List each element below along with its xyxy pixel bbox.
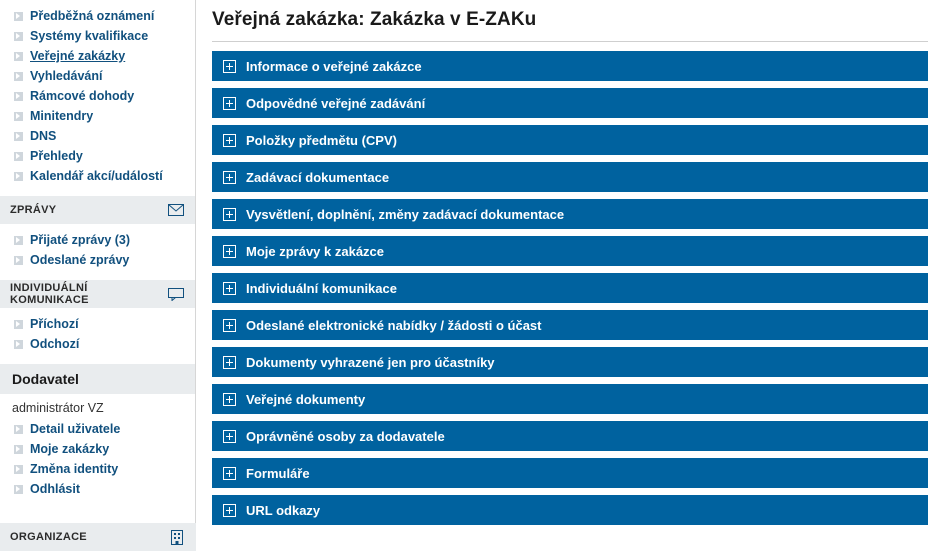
chevron-right-icon [14, 425, 23, 434]
expand-icon[interactable] [212, 88, 246, 118]
chevron-right-icon [14, 256, 23, 265]
sidebar-item-prehledy[interactable] [0, 146, 195, 166]
sidebar-item-label[interactable]: Přehledy [30, 149, 83, 163]
panel-informace-o-verejne-zakazce[interactable] [212, 51, 928, 81]
expand-icon[interactable] [212, 310, 246, 340]
sidebar-item-label[interactable]: Moje zakázky [30, 442, 110, 456]
expand-icon[interactable] [212, 273, 246, 303]
sidebar-item-label[interactable]: Rámcové dohody [30, 89, 135, 103]
sidebar-item-vyhledavani[interactable] [0, 66, 195, 86]
current-user-label: administrátor VZ [12, 401, 104, 415]
sidebar-item-odchozi[interactable] [0, 334, 195, 354]
panel-label: Formuláře [246, 465, 310, 481]
chevron-right-icon [14, 236, 23, 245]
panel-label: URL odkazy [246, 502, 321, 518]
sidebar-item-minitendry[interactable] [0, 106, 195, 126]
sidebar-item-label[interactable]: Odhlásit [30, 482, 81, 496]
panel-moje-zpravy-k-zakazce[interactable] [212, 236, 928, 266]
panel-vysvetleni-doplneni-zmeny[interactable] [212, 199, 928, 229]
panel-label: Vysvětlení, doplnění, změny zadávací dokumentace [246, 206, 565, 222]
panel-verejne-dokumenty[interactable] [212, 384, 928, 414]
chevron-right-icon [14, 465, 23, 474]
panel-odpovedne-verejne-zadavani[interactable] [212, 88, 928, 118]
sidebar-item-detail-uzivatele[interactable] [0, 419, 195, 439]
chevron-right-icon [14, 32, 23, 41]
panel-dokumenty-vyhrazene-pro-ucastniky[interactable] [212, 347, 928, 377]
sidebar-item-odeslane-zpravy[interactable] [0, 250, 195, 270]
chevron-right-icon [14, 485, 23, 494]
expand-icon[interactable] [212, 125, 246, 155]
sidebar-item-label[interactable]: DNS [30, 129, 57, 143]
chevron-right-icon [14, 172, 23, 181]
sidebar-item-systemy-kvalifikace[interactable] [0, 26, 195, 46]
panel-individualni-komunikace[interactable] [212, 273, 928, 303]
building-icon [168, 529, 186, 545]
sidebar-item-prijate-zpravy[interactable] [0, 230, 195, 250]
expand-icon[interactable] [212, 458, 246, 488]
panel-url-odkazy[interactable] [212, 495, 928, 525]
sidebar-item-verejne-zakazky[interactable] [0, 46, 195, 66]
sidebar-item-label[interactable]: Přijaté zprávy (3) [30, 233, 131, 247]
sidebar-item-label[interactable]: Předběžná oznámení [30, 9, 155, 23]
panel-odeslane-elektronicke-nabidky[interactable] [212, 310, 928, 340]
chevron-right-icon [14, 92, 23, 101]
panel-formulare[interactable] [212, 458, 928, 488]
sidebar-item-label[interactable]: Systémy kvalifikace [30, 29, 149, 43]
expand-icon[interactable] [212, 236, 246, 266]
sidebar [0, 0, 196, 551]
panel-label: Odpovědné veřejné zadávání [246, 95, 426, 111]
organization-section-title: ORGANIZACE [10, 531, 87, 543]
sidebar-item-odhlasit[interactable] [0, 479, 195, 499]
sidebar-item-kalendar-akci[interactable] [0, 166, 195, 186]
panel-opravnene-osoby-za-dodavatele[interactable] [212, 421, 928, 451]
envelope-icon [167, 202, 185, 218]
panel-label: Moje zprávy k zakázce [246, 243, 385, 259]
panel-label: Oprávněné osoby za dodavatele [246, 428, 445, 444]
sidebar-item-dns[interactable] [0, 126, 195, 146]
expand-icon[interactable] [212, 51, 246, 81]
chevron-right-icon [14, 12, 23, 21]
main-content [196, 0, 936, 551]
sidebar-item-label[interactable]: Odchozí [30, 337, 80, 351]
sidebar-item-label[interactable]: Příchozí [30, 317, 79, 331]
sidebar-item-label[interactable]: Změna identity [30, 462, 119, 476]
panel-label: Dokumenty vyhrazené jen pro účastníky [246, 354, 495, 370]
sidebar-item-moje-zakazky[interactable] [0, 439, 195, 459]
panel-polozky-predmetu-cpv[interactable] [212, 125, 928, 155]
panel-label: Položky předmětu (CPV) [246, 132, 397, 148]
communication-section-title: INDIVIDUÁLNÍ KOMUNIKACE [10, 282, 89, 306]
chevron-right-icon [14, 72, 23, 81]
panel-label: Informace o veřejné zakázce [246, 58, 422, 74]
messages-section-header [0, 196, 195, 224]
chevron-right-icon [14, 132, 23, 141]
sidebar-item-label[interactable]: Detail uživatele [30, 422, 121, 436]
chevron-right-icon [14, 112, 23, 121]
sidebar-item-label[interactable]: Kalendář akcí/událostí [30, 169, 163, 183]
messages-nav-list [0, 230, 195, 270]
panel-label: Individuální komunikace [246, 280, 397, 296]
expand-icon[interactable] [212, 384, 246, 414]
expand-icon[interactable] [212, 421, 246, 451]
title-divider [212, 41, 928, 42]
expand-icon[interactable] [212, 199, 246, 229]
chevron-right-icon [14, 152, 23, 161]
sidebar-item-label[interactable]: Minitendry [30, 109, 94, 123]
speech-bubble-icon [167, 286, 185, 302]
sidebar-item-ramcove-dohody[interactable] [0, 86, 195, 106]
chevron-right-icon [14, 340, 23, 349]
chevron-right-icon [14, 320, 23, 329]
expand-icon[interactable] [212, 347, 246, 377]
panel-zadavaci-dokumentace[interactable] [212, 162, 928, 192]
expand-icon[interactable] [212, 495, 246, 525]
chevron-right-icon [14, 52, 23, 61]
chevron-right-icon [14, 445, 23, 454]
main-nav-list [0, 0, 195, 186]
sidebar-item-label[interactable]: Veřejné zakázky [30, 49, 126, 63]
supplier-section-header [0, 364, 195, 394]
supplier-nav-list [0, 419, 195, 499]
panel-label: Veřejné dokumenty [246, 391, 366, 407]
expand-icon[interactable] [212, 162, 246, 192]
sidebar-item-prichozi[interactable] [0, 314, 195, 334]
page-title: Veřejná zakázka: Zakázka v E-ZAKu [212, 9, 537, 30]
sidebar-item-predbezna-oznameni[interactable] [0, 6, 195, 26]
organization-section [0, 523, 196, 551]
sidebar-item-zmena-identity[interactable] [0, 459, 195, 479]
sidebar-item-label[interactable]: Vyhledávání [30, 69, 103, 83]
organization-section-header [0, 523, 196, 551]
panel-label: Zadávací dokumentace [246, 169, 390, 185]
communication-nav-list [0, 314, 195, 354]
communication-section-header [0, 280, 195, 308]
sidebar-item-label[interactable]: Odeslané zprávy [30, 253, 130, 267]
supplier-section-title: Dodavatel [12, 371, 79, 387]
messages-section-title: ZPRÁVY [10, 204, 57, 216]
panel-label: Odeslané elektronické nabídky / žádosti o účast [246, 317, 542, 333]
